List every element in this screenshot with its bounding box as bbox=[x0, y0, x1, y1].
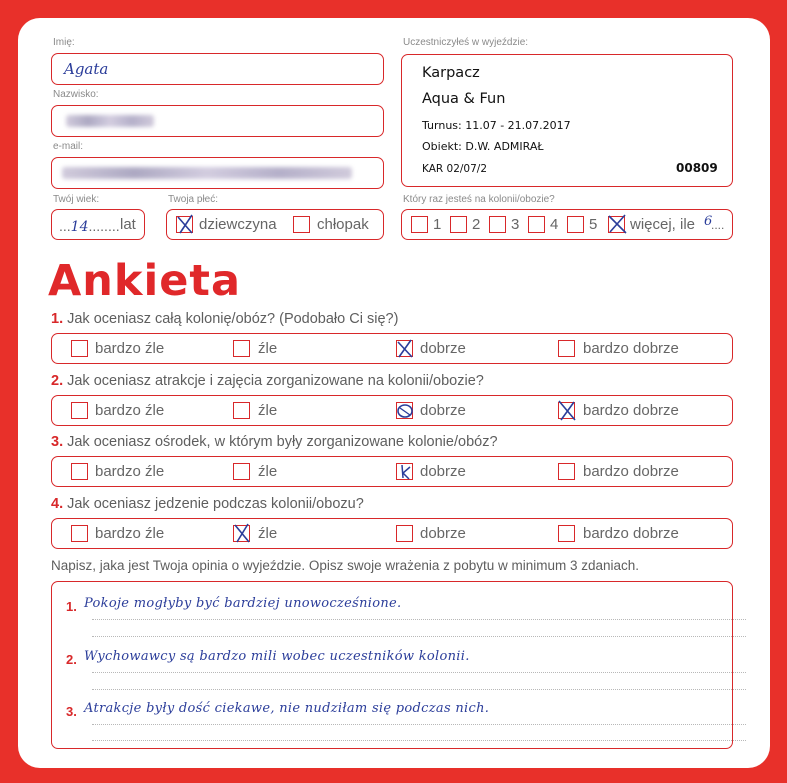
gender-boy-label: chłopak bbox=[317, 216, 369, 233]
trip-code: KAR 02/07/2 bbox=[422, 163, 487, 175]
trip-number: 00809 bbox=[676, 161, 718, 175]
q4-bardzo-dobrze-label: bardzo dobrze bbox=[583, 525, 679, 542]
opinion-rule bbox=[92, 619, 746, 620]
q3-bardzo-dobrze-checkbox[interactable] bbox=[558, 463, 575, 480]
check-x-icon bbox=[557, 400, 577, 420]
gender-field bbox=[166, 209, 384, 240]
q3-bardzo-dobrze-label: bardzo dobrze bbox=[583, 463, 679, 480]
opinion-line-1-number: 1. bbox=[66, 599, 77, 614]
times-2-checkbox[interactable] bbox=[450, 216, 467, 233]
opinion-rule bbox=[92, 740, 746, 741]
q2-dobrze-label: dobrze bbox=[420, 402, 466, 419]
check-x-icon bbox=[232, 523, 252, 543]
trip-place: Karpacz bbox=[422, 65, 480, 81]
question-3 bbox=[51, 434, 498, 450]
times-more-dots: .... bbox=[711, 218, 725, 232]
age-field[interactable] bbox=[51, 209, 145, 240]
times-1-checkbox[interactable] bbox=[411, 216, 428, 233]
check-circle-icon bbox=[395, 400, 415, 420]
gender-label: Twoja płeć: bbox=[168, 194, 219, 205]
age-dots-left: ... bbox=[59, 218, 71, 234]
times-5-label: 5 bbox=[589, 216, 598, 233]
q1-bardzo-zle-checkbox[interactable] bbox=[71, 340, 88, 357]
q3-bardzo-zle-checkbox[interactable] bbox=[71, 463, 88, 480]
email-field[interactable] bbox=[51, 157, 384, 189]
opinion-rule bbox=[92, 724, 746, 725]
question-3-answers bbox=[51, 456, 733, 487]
question-3-number: 3. bbox=[51, 434, 64, 450]
question-4-text: Jak oceniasz jedzenie podczas kolonii/obozu? bbox=[63, 496, 364, 512]
survey-sheet bbox=[18, 18, 770, 768]
q4-bardzo-zle-checkbox[interactable] bbox=[71, 525, 88, 542]
q1-dobrze-label: dobrze bbox=[420, 340, 466, 357]
q4-zle-label: źle bbox=[258, 525, 278, 542]
times-3-checkbox[interactable] bbox=[489, 216, 506, 233]
times-2-label: 2 bbox=[472, 216, 481, 233]
check-tick-icon bbox=[395, 461, 415, 481]
question-1-answers bbox=[51, 333, 733, 364]
q1-bardzo-zle-label: bardzo źle bbox=[95, 340, 165, 357]
q4-bardzo-dobrze-checkbox[interactable] bbox=[558, 525, 575, 542]
check-x-icon bbox=[175, 214, 195, 234]
opinion-prompt: Napisz, jaka jest Twoja opinia o wyjeździe. Opisz swoje wrażenia z pobytu w minimum 3 zdaniach. bbox=[51, 558, 640, 573]
q2-zle-checkbox[interactable] bbox=[233, 402, 250, 419]
question-4 bbox=[51, 496, 364, 512]
question-1-text: Jak oceniasz całą kolonię/obóz? (Podobało Ci się?) bbox=[63, 311, 399, 327]
times-more-value: 6 bbox=[704, 214, 713, 229]
opinion-line-2-text: Wychowawcy są bardzo mili wobec uczestników kolonii. bbox=[84, 649, 470, 664]
opinion-line-2-number: 2. bbox=[66, 652, 77, 667]
q2-zle-label: źle bbox=[258, 402, 278, 419]
trip-program: Aqua & Fun bbox=[422, 91, 506, 107]
question-2 bbox=[51, 373, 484, 389]
trip-obiekt: Obiekt: D.W. ADMIRAŁ bbox=[422, 140, 544, 153]
opinion-line-3-number: 3. bbox=[66, 704, 77, 719]
q2-bardzo-dobrze-checkbox[interactable] bbox=[558, 402, 575, 419]
times-more-checkbox[interactable] bbox=[608, 216, 625, 233]
times-1-label: 1 bbox=[433, 216, 442, 233]
age-label: Twój wiek: bbox=[53, 194, 100, 205]
name-label: Imię: bbox=[53, 37, 75, 48]
q1-dobrze-checkbox[interactable] bbox=[396, 340, 413, 357]
check-x-icon bbox=[607, 214, 627, 234]
times-4-label: 4 bbox=[550, 216, 559, 233]
gender-boy-checkbox[interactable] bbox=[293, 216, 310, 233]
trip-box bbox=[401, 54, 733, 187]
age-dots-right: ........ bbox=[88, 218, 120, 234]
q2-bardzo-dobrze-label: bardzo dobrze bbox=[583, 402, 679, 419]
times-5-checkbox[interactable] bbox=[567, 216, 584, 233]
name-field[interactable] bbox=[51, 53, 384, 85]
question-4-number: 4. bbox=[51, 496, 64, 512]
times-3-label: 3 bbox=[511, 216, 520, 233]
question-2-text: Jak oceniasz atrakcje i zajęcia zorganizowane na kolonii/obozie? bbox=[63, 373, 484, 389]
email-redacted bbox=[62, 167, 352, 179]
q3-dobrze-label: dobrze bbox=[420, 463, 466, 480]
q3-dobrze-checkbox[interactable] bbox=[396, 463, 413, 480]
age-value: 14 bbox=[70, 219, 89, 235]
question-2-number: 2. bbox=[51, 373, 64, 389]
question-2-answers bbox=[51, 395, 733, 426]
q3-zle-label: źle bbox=[258, 463, 278, 480]
age-unit: lat bbox=[120, 216, 136, 233]
q1-bardzo-dobrze-checkbox[interactable] bbox=[558, 340, 575, 357]
q4-zle-checkbox[interactable] bbox=[233, 525, 250, 542]
q4-dobrze-label: dobrze bbox=[420, 525, 466, 542]
survey-title: Ankieta bbox=[48, 256, 241, 306]
surname-label: Nazwisko: bbox=[53, 89, 99, 100]
times-field bbox=[401, 209, 733, 240]
question-3-text: Jak oceniasz ośrodek, w którym były zorganizowane kolonie/obóz? bbox=[63, 434, 498, 450]
q2-bardzo-zle-label: bardzo źle bbox=[95, 402, 165, 419]
trip-turnus: Turnus: 11.07 - 21.07.2017 bbox=[422, 119, 571, 132]
gender-girl-checkbox[interactable] bbox=[176, 216, 193, 233]
opinion-box[interactable] bbox=[51, 581, 733, 749]
q2-bardzo-zle-checkbox[interactable] bbox=[71, 402, 88, 419]
q1-zle-checkbox[interactable] bbox=[233, 340, 250, 357]
opinion-rule bbox=[92, 636, 746, 637]
q1-zle-label: źle bbox=[258, 340, 278, 357]
q4-dobrze-checkbox[interactable] bbox=[396, 525, 413, 542]
check-x-icon bbox=[395, 338, 415, 358]
question-1 bbox=[51, 311, 398, 327]
name-value: Agata bbox=[64, 60, 109, 78]
q4-bardzo-zle-label: bardzo źle bbox=[95, 525, 165, 542]
surname-redacted bbox=[66, 115, 154, 127]
times-more-label: więcej, ile bbox=[630, 216, 696, 233]
q1-bardzo-dobrze-label: bardzo dobrze bbox=[583, 340, 679, 357]
times-label: Który raz jesteś na kolonii/obozie? bbox=[403, 194, 555, 205]
question-1-number: 1. bbox=[51, 311, 64, 327]
opinion-line-3-text: Atrakcje były dość ciekawe, nie nudziłam się podczas nich. bbox=[84, 701, 490, 716]
times-4-checkbox[interactable] bbox=[528, 216, 545, 233]
opinion-rule bbox=[92, 672, 746, 673]
trip-label: Uczestniczyłeś w wyjeździe: bbox=[403, 37, 529, 48]
q3-zle-checkbox[interactable] bbox=[233, 463, 250, 480]
gender-girl-label: dziewczyna bbox=[199, 216, 277, 233]
q3-bardzo-zle-label: bardzo źle bbox=[95, 463, 165, 480]
opinion-line-1-text: Pokoje mogłyby być bardziej unowocześnione. bbox=[84, 596, 402, 611]
q2-dobrze-checkbox[interactable] bbox=[396, 402, 413, 419]
surname-field[interactable] bbox=[51, 105, 384, 137]
opinion-rule bbox=[92, 689, 746, 690]
question-4-answers bbox=[51, 518, 733, 549]
email-label: e-mail: bbox=[53, 141, 84, 152]
